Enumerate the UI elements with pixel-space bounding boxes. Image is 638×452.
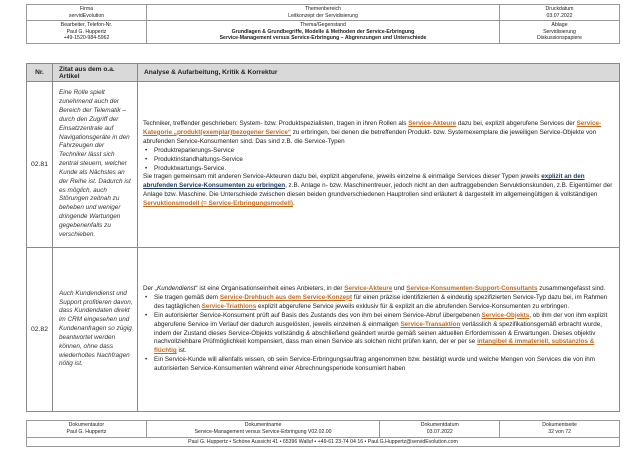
term-service-akteure: Service-Akteure: [344, 284, 393, 292]
list-item: • Sie tragen gemäß dem Service-Drehbuch aus dem Service-Konzept für einen präzise identifizierten & eindeutig spezifizierten Service-Typ dazu bei, im Rahmen des tagtäglichen Service-Triathlons explizit abgerufene Service jeweils exklusiv für & explizit an die abrufenden Service-Konsumenten zu erbringen.: [143, 294, 615, 312]
analysis-cell: [138, 82, 620, 248]
address-line: Paul G. Huppertz • Schöne Aussicht 41 • 65396 Walluf • +49-61 23-74 04 16 • Paul.G.Huppertz@servidEvolution.com: [27, 437, 620, 447]
bullet-list: [143, 294, 615, 374]
row-number: 02.82: [27, 248, 53, 412]
gegenstand-line2: Service-Management versus Service-Erbringung – Abgrenzungen und Unterschiede: [219, 35, 427, 41]
table-row: [27, 82, 620, 248]
term-servuktionsmodell: Servuktionsmodell (= Service-Erbringungsmodell): [143, 200, 293, 208]
term-intangibel: intangibel & immateriell, substanzlos & flüchtig: [154, 338, 595, 355]
bearbeiter-name: Paul G. Huppertz: [66, 28, 107, 35]
term-service-drehbuch: Service-Drehbuch aus dem Service-Konzept: [219, 293, 353, 301]
term-service-akteure: Service-Akteure: [408, 119, 457, 127]
ablage-cell: [500, 21, 620, 44]
term-explizit-erbringen: explizit an den abrufenden Service-Konsumenten zu erbringen: [143, 173, 585, 190]
table-header-row: [27, 64, 620, 82]
docdate-cell: [380, 421, 500, 438]
autor-cell: [27, 421, 147, 438]
quote-cell: Eine Rolle spielt zunehmend auch der Bereich der Telematik – durch den Zugriff der Einsatzzentrale auf Navigationsgeräte in den Fahrzeugen der Techniker lässt sich zentral steuern, welcher Kunde als Nächstes an der Reihe ist. Dadurch ist es möglich, auch Störungen zeitnah zu beheben und weniger dringende Wartungen gegebenenfalls zu verschieben.: [53, 82, 138, 248]
analysis-paragraph: Techniker, treffender geschrieben: System- bzw. Produktspezialisten, tragen in ihren Rollen als Service-Akteure dazu bei, explizit abgerufene Services der Service-Kategorie „produkt(exemplar)bezogener Service“ zu erbringen, bei denen die betreffenden Produkt- bzw. Systemexemplare die jeweiligen Service-Objekte von abrufenden Service-Konsumenten sind. Das sind z.B. die Service-Typen: [143, 119, 602, 145]
firma-cell: [27, 5, 147, 21]
term-service-objekt: Service-Objekts: [481, 311, 530, 319]
document-footer: [26, 420, 620, 447]
list-item: • Ein autorisierter Service-Konsument prüft auf Basis des Zustands des von ihm bei einem Service-Abruf übergebenen Service-Objekts, ob ihm der von ihm explizit abgerufene Service im Verlauf der dadurch ausgelösten, jeweils einzelnen & einmaligen Service-Transaktion verlässlich & spezifikationsgemäß erbracht wurde, indem der Zustand dieses Service-Objekts vollständig & abschließend geändert wurde gemäß seinen aktuellen Erfordernissen & Erwartungen. Dieses objektiv nachvollziehbare Prüfmöglichkeit kompensiert, dass man einen Service als solchen nicht prüfen kann, der er per se intangibel & immateriell, substanzlos & flüchtig ist.: [143, 312, 615, 357]
analysis-paragraph: Der „Kundendienst“ ist eine Organisationseinheit eines Anbieters, in der Service-Akteure und Service-Konsumenten-Support-Consultants zusammengefasst sind.: [143, 284, 606, 292]
term-service-kategorie: Service-Kategorie „produkt(exemplar)bezogener Service“: [143, 119, 602, 136]
col-header-zitat: Zitat aus dem o.a. Artikel: [53, 64, 138, 82]
docname-value: Service-Management versus Service-Erbringung V02.02.00: [194, 428, 332, 435]
list-item: • Produktreparierungs-Service: [143, 147, 615, 156]
list-item: • Produktwartungs-Service.: [143, 165, 615, 174]
list-item: • Produktinstandhaltungs-Service: [143, 156, 615, 165]
autor-label: Dokumentautor: [68, 422, 105, 428]
docpage-value: 32 von 72: [548, 428, 571, 435]
autor-value: Paul G. Huppertz: [66, 428, 107, 435]
docdate-value: 03.07.2022: [426, 428, 453, 435]
druckdatum-value: 03.07.2022: [546, 12, 573, 19]
docdate-label: Dokumentdatum: [420, 422, 459, 428]
bearbeiter-phone: +49-1520-984-5962: [63, 35, 110, 41]
quote-cell: Auch Kundendienst und Support profitieren davon, dass Kundendaten direkt im CRM eingesehen und Kundenanfragen so zügig beantwortet werden können, ohne dass wiederholtes Nachfragen nötig ist.: [53, 248, 138, 412]
analysis-table: [26, 63, 620, 412]
analysis-cell: [138, 248, 620, 412]
list-item: • Ein Service-Kunde will allenfalls wissen, ob sein Service-Erbringungsauftrag angenommen bzw. bestätigt wurde und welche Mengen von Services die von ihm autorisierten Service-Konsumenten während einer Abrechnungsperiode konsumiert haben: [143, 356, 615, 374]
term-kundendienst: Kundendienst: [157, 284, 196, 292]
firma-value: servidEvolution: [68, 12, 105, 19]
gegenstand-label: Thema/Gegenstand: [300, 22, 346, 28]
druckdatum-label: Druckdatum: [545, 6, 574, 12]
row-number: 02.81: [27, 82, 53, 248]
docname-label: Dokumentname: [244, 422, 282, 428]
table-row: [27, 248, 620, 412]
service-type-list: [143, 147, 615, 174]
col-header-nr: Nr.: [27, 64, 53, 82]
bearbeiter-cell: [27, 21, 147, 44]
analysis-paragraph: Sie tragen gemeinsam mit anderen Service-Akteuren dazu bei, explizit abgerufene, jeweils einzelne & einmalige Services dieser Typen jeweils explizit an den abrufenden Service-Konsumenten zu erbringen, z.B. Anlage n- bzw. Maschinentreuer, jedoch nicht an den auftraggebenden Servuktionskunden, z.B. Eigentümer der Anlage bzw. Maschine. Die Unterschiede zwischen diesen beiden grundverschiedenen Hauptrollen sind erläutert & dargestellt im allgemeingültigen & vollständigen Servuktionsmodell (= Service-Erbringungsmodell).: [143, 173, 613, 208]
docname-cell: [146, 421, 380, 438]
themenbereich-cell: [147, 5, 500, 21]
themenbereich-label: Themenbereich: [304, 6, 342, 12]
term-support-consultants: Service-Konsumenten-Support-Consultants: [406, 284, 538, 292]
firma-label: Firma: [79, 6, 94, 12]
col-header-analyse: Analyse & Aufarbeitung, Kritik & Korrektur: [138, 64, 620, 82]
docpage-label: Dokumentseite: [542, 422, 577, 428]
document-header: [26, 4, 620, 44]
ablage-line2: Diskussionspapiere: [537, 35, 582, 41]
term-service-triathlon: Service-Triathlons: [201, 302, 257, 310]
druckdatum-cell: [500, 5, 620, 21]
docpage-cell: [500, 421, 620, 438]
ablage-line1: Servidisierung: [543, 28, 576, 35]
themenbereich-value: Leitkonzept der Servidisierung: [288, 12, 358, 19]
gegenstand-cell: [147, 21, 500, 44]
gegenstand-line1: Grundlagen & Grundbegriffe, Modelle & Methoden der Service-Erbringung: [231, 28, 415, 35]
ablage-label: Ablage: [551, 22, 568, 28]
bearbeiter-label: Bearbeiter, Telefon-Nr.: [60, 22, 113, 28]
term-service-transaktion: Service-Transaktion: [400, 320, 461, 328]
